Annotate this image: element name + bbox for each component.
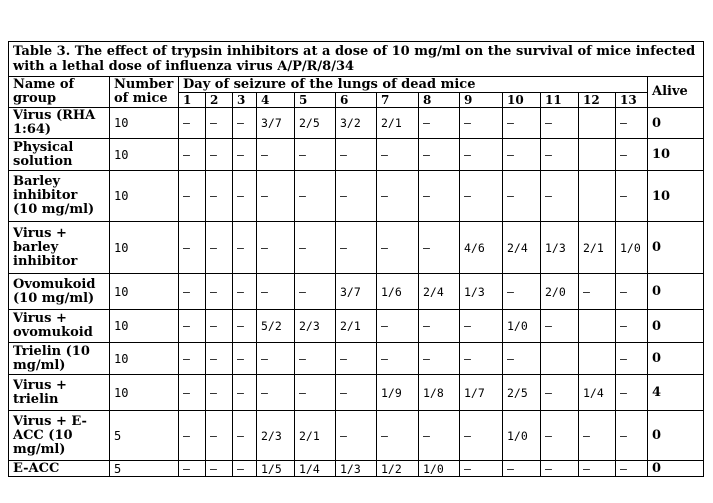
day-cell: – (377, 171, 419, 222)
day-cell: – (206, 310, 233, 343)
day-header-2: 2 (206, 93, 233, 108)
day-cell: – (503, 108, 541, 139)
day-cell: – (295, 375, 336, 411)
day-cell: – (377, 411, 419, 461)
day-cell: – (503, 171, 541, 222)
day-cell: – (460, 461, 503, 477)
day-cell: – (295, 139, 336, 171)
day-cell: – (616, 310, 648, 343)
day-cell: – (206, 274, 233, 310)
day-cell: 1/3 (460, 274, 503, 310)
day-cell: 2/4 (503, 222, 541, 274)
day-cell: – (336, 171, 377, 222)
day-cell: – (257, 139, 295, 171)
day-cell: – (460, 343, 503, 375)
group-name-cell: Virus (RHA 1:64) (9, 108, 110, 139)
day-cell: – (257, 274, 295, 310)
table-row (9, 375, 704, 411)
day-cell: – (616, 461, 648, 477)
group-name-cell: Virus + trielin (9, 375, 110, 411)
day-header-10: 10 (503, 93, 541, 108)
day-header-6: 6 (336, 93, 377, 108)
day-cell: 2/5 (503, 375, 541, 411)
day-header-13: 13 (616, 93, 648, 108)
day-cell: – (206, 108, 233, 139)
day-cell: – (503, 274, 541, 310)
day-cell: 2/4 (419, 274, 460, 310)
alive-count-cell: 10 (648, 139, 704, 171)
mice-count-cell: 10 (110, 310, 179, 343)
day-cell: – (503, 139, 541, 171)
day-cell: 2/1 (336, 310, 377, 343)
header-group: Name of group (9, 77, 110, 108)
day-cell: – (616, 343, 648, 375)
day-cell: – (616, 411, 648, 461)
day-cell: – (179, 171, 206, 222)
day-cell: – (233, 274, 257, 310)
day-cell: – (206, 139, 233, 171)
day-cell: – (460, 108, 503, 139)
day-cell: 3/2 (336, 108, 377, 139)
day-cell: 2/1 (295, 411, 336, 461)
day-header-1: 1 (179, 93, 206, 108)
day-header-4: 4 (257, 93, 295, 108)
day-cell: – (233, 310, 257, 343)
day-cell: – (179, 139, 206, 171)
group-name-cell: Virus + barley inhibitor (9, 222, 110, 274)
day-cell: – (377, 222, 419, 274)
alive-count-cell: 0 (648, 108, 704, 139)
day-cell: – (179, 461, 206, 477)
day-cell: – (233, 139, 257, 171)
day-cell: – (295, 274, 336, 310)
day-cell (579, 139, 616, 171)
table-row (9, 222, 704, 274)
table-row (9, 343, 704, 375)
day-cell: 2/1 (377, 108, 419, 139)
day-cell: 3/7 (257, 108, 295, 139)
alive-count-cell: 0 (648, 461, 704, 477)
day-cell: 2/3 (295, 310, 336, 343)
alive-count-cell: 4 (648, 375, 704, 411)
day-cell: – (460, 310, 503, 343)
group-name-cell: Ovomukoid (10 mg/ml) (9, 274, 110, 310)
day-cell: – (616, 171, 648, 222)
group-name-cell: E-ACC (9, 461, 110, 477)
table-caption: Table 3. The effect of trypsin inhibitors at a dose of 10 mg/ml on the survival of mice infected with a lethal dose of influenza virus A/P/R/8/34 (9, 42, 704, 77)
day-cell: 1/4 (295, 461, 336, 477)
day-cell: 1/3 (336, 461, 377, 477)
day-cell: – (179, 411, 206, 461)
day-cell: – (419, 171, 460, 222)
mice-count-cell: 5 (110, 411, 179, 461)
day-cell: – (419, 411, 460, 461)
mice-count-cell: 10 (110, 171, 179, 222)
day-cell: 4/6 (460, 222, 503, 274)
table-row (9, 411, 704, 461)
day-cell: – (377, 310, 419, 343)
table-container (8, 41, 704, 477)
day-cell: – (419, 139, 460, 171)
day-header-12: 12 (579, 93, 616, 108)
day-cell: – (541, 375, 579, 411)
day-cell (541, 343, 579, 375)
day-cell: – (257, 222, 295, 274)
group-name-cell: Virus + ovomukoid (9, 310, 110, 343)
day-cell: – (541, 171, 579, 222)
day-cell: – (377, 139, 419, 171)
day-cell: – (541, 310, 579, 343)
day-header-9: 9 (460, 93, 503, 108)
day-header-8: 8 (419, 93, 460, 108)
day-cell: – (336, 411, 377, 461)
day-cell: – (257, 171, 295, 222)
header-number: Number of mice (110, 77, 179, 108)
day-cell: – (179, 108, 206, 139)
day-cell: 2/0 (541, 274, 579, 310)
day-cell: – (616, 274, 648, 310)
day-cell: – (233, 222, 257, 274)
day-cell: – (295, 171, 336, 222)
day-cell: – (206, 411, 233, 461)
day-cell: – (541, 461, 579, 477)
day-cell: – (579, 461, 616, 477)
day-cell: – (233, 375, 257, 411)
group-name-cell: Virus + E-ACC (10 mg/ml) (9, 411, 110, 461)
day-cell (579, 343, 616, 375)
day-cell: – (295, 343, 336, 375)
alive-count-cell: 0 (648, 411, 704, 461)
day-cell: 1/4 (579, 375, 616, 411)
day-cell: – (179, 274, 206, 310)
day-cell: 1/8 (419, 375, 460, 411)
day-cell: – (206, 343, 233, 375)
day-cell: – (233, 411, 257, 461)
day-cell: – (419, 108, 460, 139)
mice-count-cell: 10 (110, 375, 179, 411)
table-row (9, 310, 704, 343)
day-cell: – (336, 375, 377, 411)
day-cell: 5/2 (257, 310, 295, 343)
day-cell: – (206, 461, 233, 477)
day-cell: – (503, 461, 541, 477)
group-name-cell: Barley inhibitor (10 mg/ml) (9, 171, 110, 222)
alive-count-cell: 0 (648, 310, 704, 343)
day-cell: – (541, 139, 579, 171)
day-cell: – (503, 343, 541, 375)
day-cell: 1/0 (419, 461, 460, 477)
table-row (9, 108, 704, 139)
day-cell: 1/3 (541, 222, 579, 274)
group-name-cell: Physical solution (9, 139, 110, 171)
day-cell: – (616, 375, 648, 411)
alive-count-cell: 0 (648, 222, 704, 274)
day-cell: – (541, 411, 579, 461)
day-cell: – (336, 343, 377, 375)
day-header-11: 11 (541, 93, 579, 108)
alive-count-cell: 10 (648, 171, 704, 222)
mice-count-cell: 10 (110, 274, 179, 310)
table-body (9, 108, 704, 477)
day-cell: – (179, 222, 206, 274)
day-cell: 2/1 (579, 222, 616, 274)
day-cell: 1/5 (257, 461, 295, 477)
table-row (9, 139, 704, 171)
day-cell: – (419, 343, 460, 375)
day-cell: – (616, 108, 648, 139)
day-cell: – (616, 139, 648, 171)
day-cell: – (419, 310, 460, 343)
day-cell: – (179, 310, 206, 343)
table-row (9, 171, 704, 222)
day-cell: – (579, 274, 616, 310)
day-cell: 1/0 (503, 310, 541, 343)
day-cell: 1/9 (377, 375, 419, 411)
day-header-7: 7 (377, 93, 419, 108)
table-row (9, 461, 704, 477)
day-cell: – (179, 375, 206, 411)
day-cell: – (460, 171, 503, 222)
group-name-cell: Trielin (10 mg/ml) (9, 343, 110, 375)
day-header-3: 3 (233, 93, 257, 108)
day-cell: – (295, 222, 336, 274)
day-cell: 1/6 (377, 274, 419, 310)
table-row (9, 274, 704, 310)
mice-count-cell: 10 (110, 222, 179, 274)
day-cell: – (579, 411, 616, 461)
day-cell: 2/3 (257, 411, 295, 461)
day-cell: 1/0 (616, 222, 648, 274)
day-cell: 3/7 (336, 274, 377, 310)
day-cell: – (460, 411, 503, 461)
day-cell: 2/5 (295, 108, 336, 139)
day-cell: 1/0 (503, 411, 541, 461)
day-cell: – (419, 222, 460, 274)
day-cell: – (206, 222, 233, 274)
day-cell: – (377, 343, 419, 375)
day-header-5: 5 (295, 93, 336, 108)
day-cell (579, 310, 616, 343)
mice-count-cell: 5 (110, 461, 179, 477)
day-cell (579, 171, 616, 222)
day-cell (579, 108, 616, 139)
mice-count-cell: 10 (110, 139, 179, 171)
day-cell: – (460, 139, 503, 171)
mice-count-cell: 10 (110, 343, 179, 375)
day-cell: – (336, 222, 377, 274)
day-cell: – (257, 375, 295, 411)
day-cell: – (233, 171, 257, 222)
mice-count-cell: 10 (110, 108, 179, 139)
day-cell: 1/2 (377, 461, 419, 477)
data-table (8, 41, 704, 477)
day-cell: – (206, 171, 233, 222)
day-cell: – (179, 343, 206, 375)
alive-count-cell: 0 (648, 343, 704, 375)
day-cell: – (336, 139, 377, 171)
day-cell: 1/7 (460, 375, 503, 411)
day-cell: – (233, 343, 257, 375)
header-alive: Alive (648, 77, 704, 108)
day-cell: – (541, 108, 579, 139)
day-cell: – (257, 343, 295, 375)
header-days-title: Day of seizure of the lungs of dead mice (179, 77, 648, 93)
day-cell: – (233, 108, 257, 139)
day-cell: – (206, 375, 233, 411)
alive-count-cell: 0 (648, 274, 704, 310)
day-cell: – (233, 461, 257, 477)
